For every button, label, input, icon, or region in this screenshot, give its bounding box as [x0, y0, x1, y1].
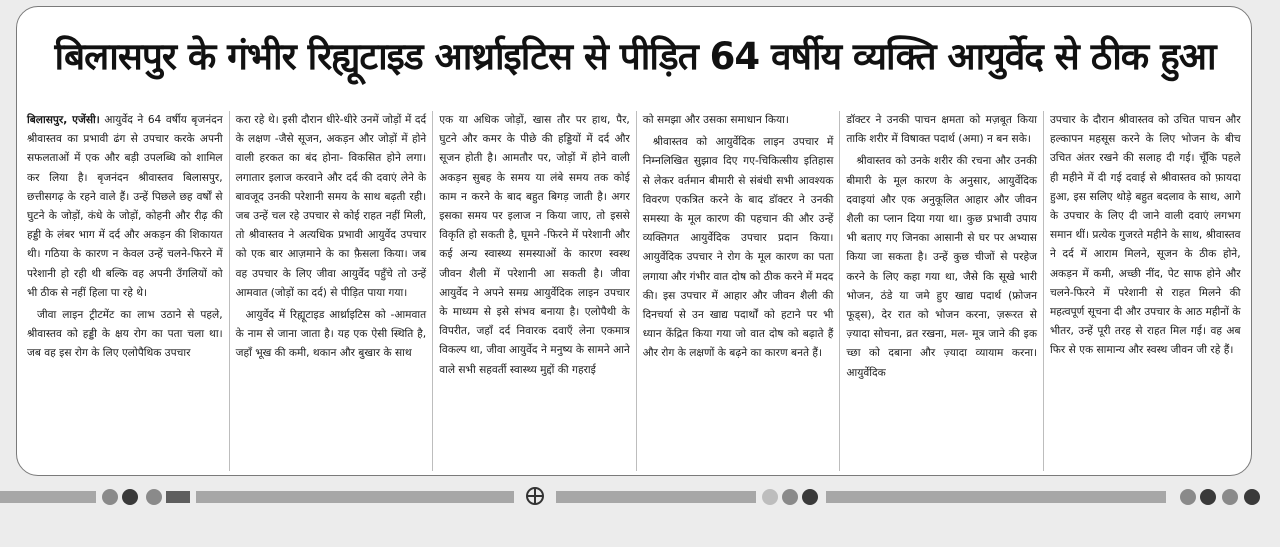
- registration-bar: [166, 491, 190, 503]
- registration-bar: [0, 491, 96, 503]
- registration-dot: [102, 489, 118, 505]
- column-5: [839, 111, 1043, 471]
- paragraph: उपचार के दौरान श्रीवास्तव को उचित पाचन और हल्कापन महसूस करने के लिए भोजन के बीच उचित अंतर रखने की सलाह दी गई। चूँकि पहले ही महीने में दी गई दवाई से श्रीवास्तव को फ़ायदा हुआ, इस सलिए थोड़े बहुत बदलाव के साथ, आगे के उपचार के लिए दी जाने वाली दवाएं लगभग समान थीं। प्रत्येक गुजरते महीने के साथ, श्रीवास्तव ने दर्द में आराम मिलने, सूजन के ठीक होने, अकड़न में कमी, अच्छी नींद, पेट साफ होने और चलने-फिरने में परेशानी से राहत मिलने की महत्वपूर्ण सूचना दी और उपचार के आठ महीनों के भीतर, उन्हें पूरी तरह से राहत मिल गई। वह अब फिर से एक सामान्य और स्वस्थ जीवन जी रहे हैं।: [1049, 114, 1241, 357]
- dateline: बिलासपुर, एजेंसी।: [27, 114, 100, 126]
- paragraph: आयुर्वेद में रिह्यूटाइड आर्थ्राइटिस को -आमवात के नाम से जाना जाता है। यह एक ऐसी स्थिति है, जहाँ भूख की कमी, थकान और बुखार के साथ: [235, 309, 427, 360]
- registration-dot: [1244, 489, 1260, 505]
- registration-dot: [1200, 489, 1216, 505]
- registration-bar: [556, 491, 756, 503]
- registration-dot: [762, 489, 778, 505]
- registration-dot: [146, 489, 162, 505]
- paragraph: डॉक्टर ने उनकी पाचन क्षमता को मज़बूत किया ताकि शरीर में विषाक्त पदार्थ (अमा) न बन सके।: [846, 114, 1037, 146]
- registration-bar: [826, 491, 1166, 503]
- paragraph: जीवा लाइन ट्रीटमेंट का लाभ उठाने से पहले, श्रीवास्तव को हड्डी के क्षय रोग का पता चला था। जब वह इस रोग के लिए एलोपैथिक उपचार: [27, 309, 223, 360]
- registration-dot: [802, 489, 818, 505]
- registration-dot: [1222, 489, 1238, 505]
- newspaper-clipping: [16, 6, 1252, 476]
- paragraph: एक या अधिक जोड़ों, खास तौर पर हाथ, पैर, घुटने और कमर के पीछे की हड्डियों में दर्द और सूजन होती है। आमतौर पर, जोड़ों में होने वाली अकड़न सुबह के समय या लंबे समय तक कोई काम न करने के बाद बहुत बिगड़ जाती है। अगर इसका समय पर इलाज न किया जाए, तो इससे विकृति हो सकती है, घूमने -फिरने में परेशानी और कई अन्य स्वास्थ्य समस्याओं के कारण स्वस्थ जीवन शैली में परेशानी आ सकती है। जीवा आयुर्वेद ने अपने समग्र आयुर्वेदिक लाइन उपचार के माध्यम से इसे संभव बनाया है। एलोपैथी के विपरीत, जहाँ दर्द निवारक दवाएँ लेना एकमात्र विकल्प था, जीवा आयुर्वेद ने मनुष्य के सामने आने वाले सभी सहवर्ती स्वास्थ्य मुद्दों की गहराई: [439, 114, 630, 376]
- paragraph: श्रीवास्तव को आयुर्वेदिक लाइन उपचार में निम्नलिखित सुझाव दिए गए-चिकित्सीय इतिहास से लेकर वर्तमान बीमारी से संबंधी सभी आवश्यक विवरण एकत्रित करने के बाद डॉक्टर ने उनकी समस्या के मूल कारण की पहचान की और उन्हें व्यक्तिगत आयुर्वेदिक उपचार प्रदान किया।आयुर्वेदिक उपचार ने रोग के मूल कारण का पता लगाया और गंभीर वात दोष को ठीक करने में मदद की। इस उपचार में आहार और जीवन शैली की दिनचर्या से उन खाद्य पदार्थों को हटाने पर भी ध्यान केंद्रित किया गया जो वात दोष को बढ़ाते हैं और रोग के लक्षणों के बढ़ने का कारण बनते हैं।: [642, 136, 834, 360]
- paragraph: [27, 111, 223, 303]
- crosshair-icon: [526, 487, 544, 505]
- registration-dot: [782, 489, 798, 505]
- paragraph-text: आयुर्वेद ने 64 वर्षीय बृजनंदन श्रीवास्तव का प्रभावी ढंग से उपचार करके अपनी सफलताओं में एक और बड़ी उपलब्धि को शामिल कर लिया है। बृजनंदन श्रीवास्तव बिलासपुर, छत्तीसगढ़ के रहने वाले हैं। उन्हें पिछले छह वर्षों से घुटने के जोड़ों, कंधे के जोड़ों, कोहनी और रीढ़ की हड्डी के लंबर भाग में दर्द और अकड़न की शिकायत थी। गठिया के कारण न केवल उन्हें चलने-फिरने में परेशानी हो रही थी बल्कि वह अपनी उँगलियों को भी ठीक से नहीं हिला पा रहे थे।: [27, 114, 223, 299]
- registration-dot: [122, 489, 138, 505]
- article-body: [25, 111, 1247, 471]
- paragraph: श्रीवास्तव को उनके शरीर की रचना और उनकी बीमारी के मूल कारण के अनुसार, आयुर्वेदिक दवाइयां और एक अनुकूलित आहार और जीवन शैली का प्लान दिया गया था। कुछ प्रभावी उपाय भी बताए गए जिनका आसानी से घर पर अभ्यास किया जा सकता है। उन्हें कुछ चीजों से परहेज करने के लिए कहा गया था, जैसे कि सूखे भारी भोजन, ठंडे या जमे हुए खाद्य पदार्थ (फ्रोजन फूड्स), देर रात को भोजन करना, ज़रूरत से ज़्यादा सोचना, व्रत रखना, मल- मूत्र जाने की इक च्छा को दबाना और ज़्यादा व्यायाम करना। आयुर्वेदिक: [846, 155, 1037, 379]
- paragraph: करा रहे थे। इसी दौरान धीरे-धीरे उनमें जोड़ों में दर्द के लक्षण -जैसे सूजन, अकड़न और जोड़ों में होने वाली हरकत का बंद होना- विकसित होने लगा। लगातार इलाज करवाने और दर्द की दवाएं लेने के बावजूद उनकी परेशानी समय के साथ बढ़ती रही। जब उन्हें चल रहे उपचार से कोई राहत नहीं मिली, तो श्रीवास्तव ने अत्यधिक प्रभावी आयुर्वेद उपचार को एक बार आज़माने के का फ़ैसला किया। जब वह उपचार के लिए जीवा आयुर्वेद पहुँचे तो उन्हें आमवात (जोड़ों का दर्द) से पीड़ित पाया गया।: [235, 114, 427, 299]
- column-1: [25, 111, 229, 471]
- registration-bar: [196, 491, 514, 503]
- registration-dot: [1180, 489, 1196, 505]
- column-6: [1043, 111, 1247, 471]
- column-2: [229, 111, 433, 471]
- headline: बिलासपुर के गंभीर रिह्यूटाइड आर्थ्राइटिस से पीड़ित 64 वर्षीय व्यक्ति आयुर्वेद से ठीक हुआ: [54, 35, 1216, 78]
- column-3: [432, 111, 636, 471]
- column-4: [636, 111, 840, 471]
- paragraph: को समझा और उसका समाधान किया।: [642, 114, 789, 126]
- registration-strip: [0, 486, 1280, 508]
